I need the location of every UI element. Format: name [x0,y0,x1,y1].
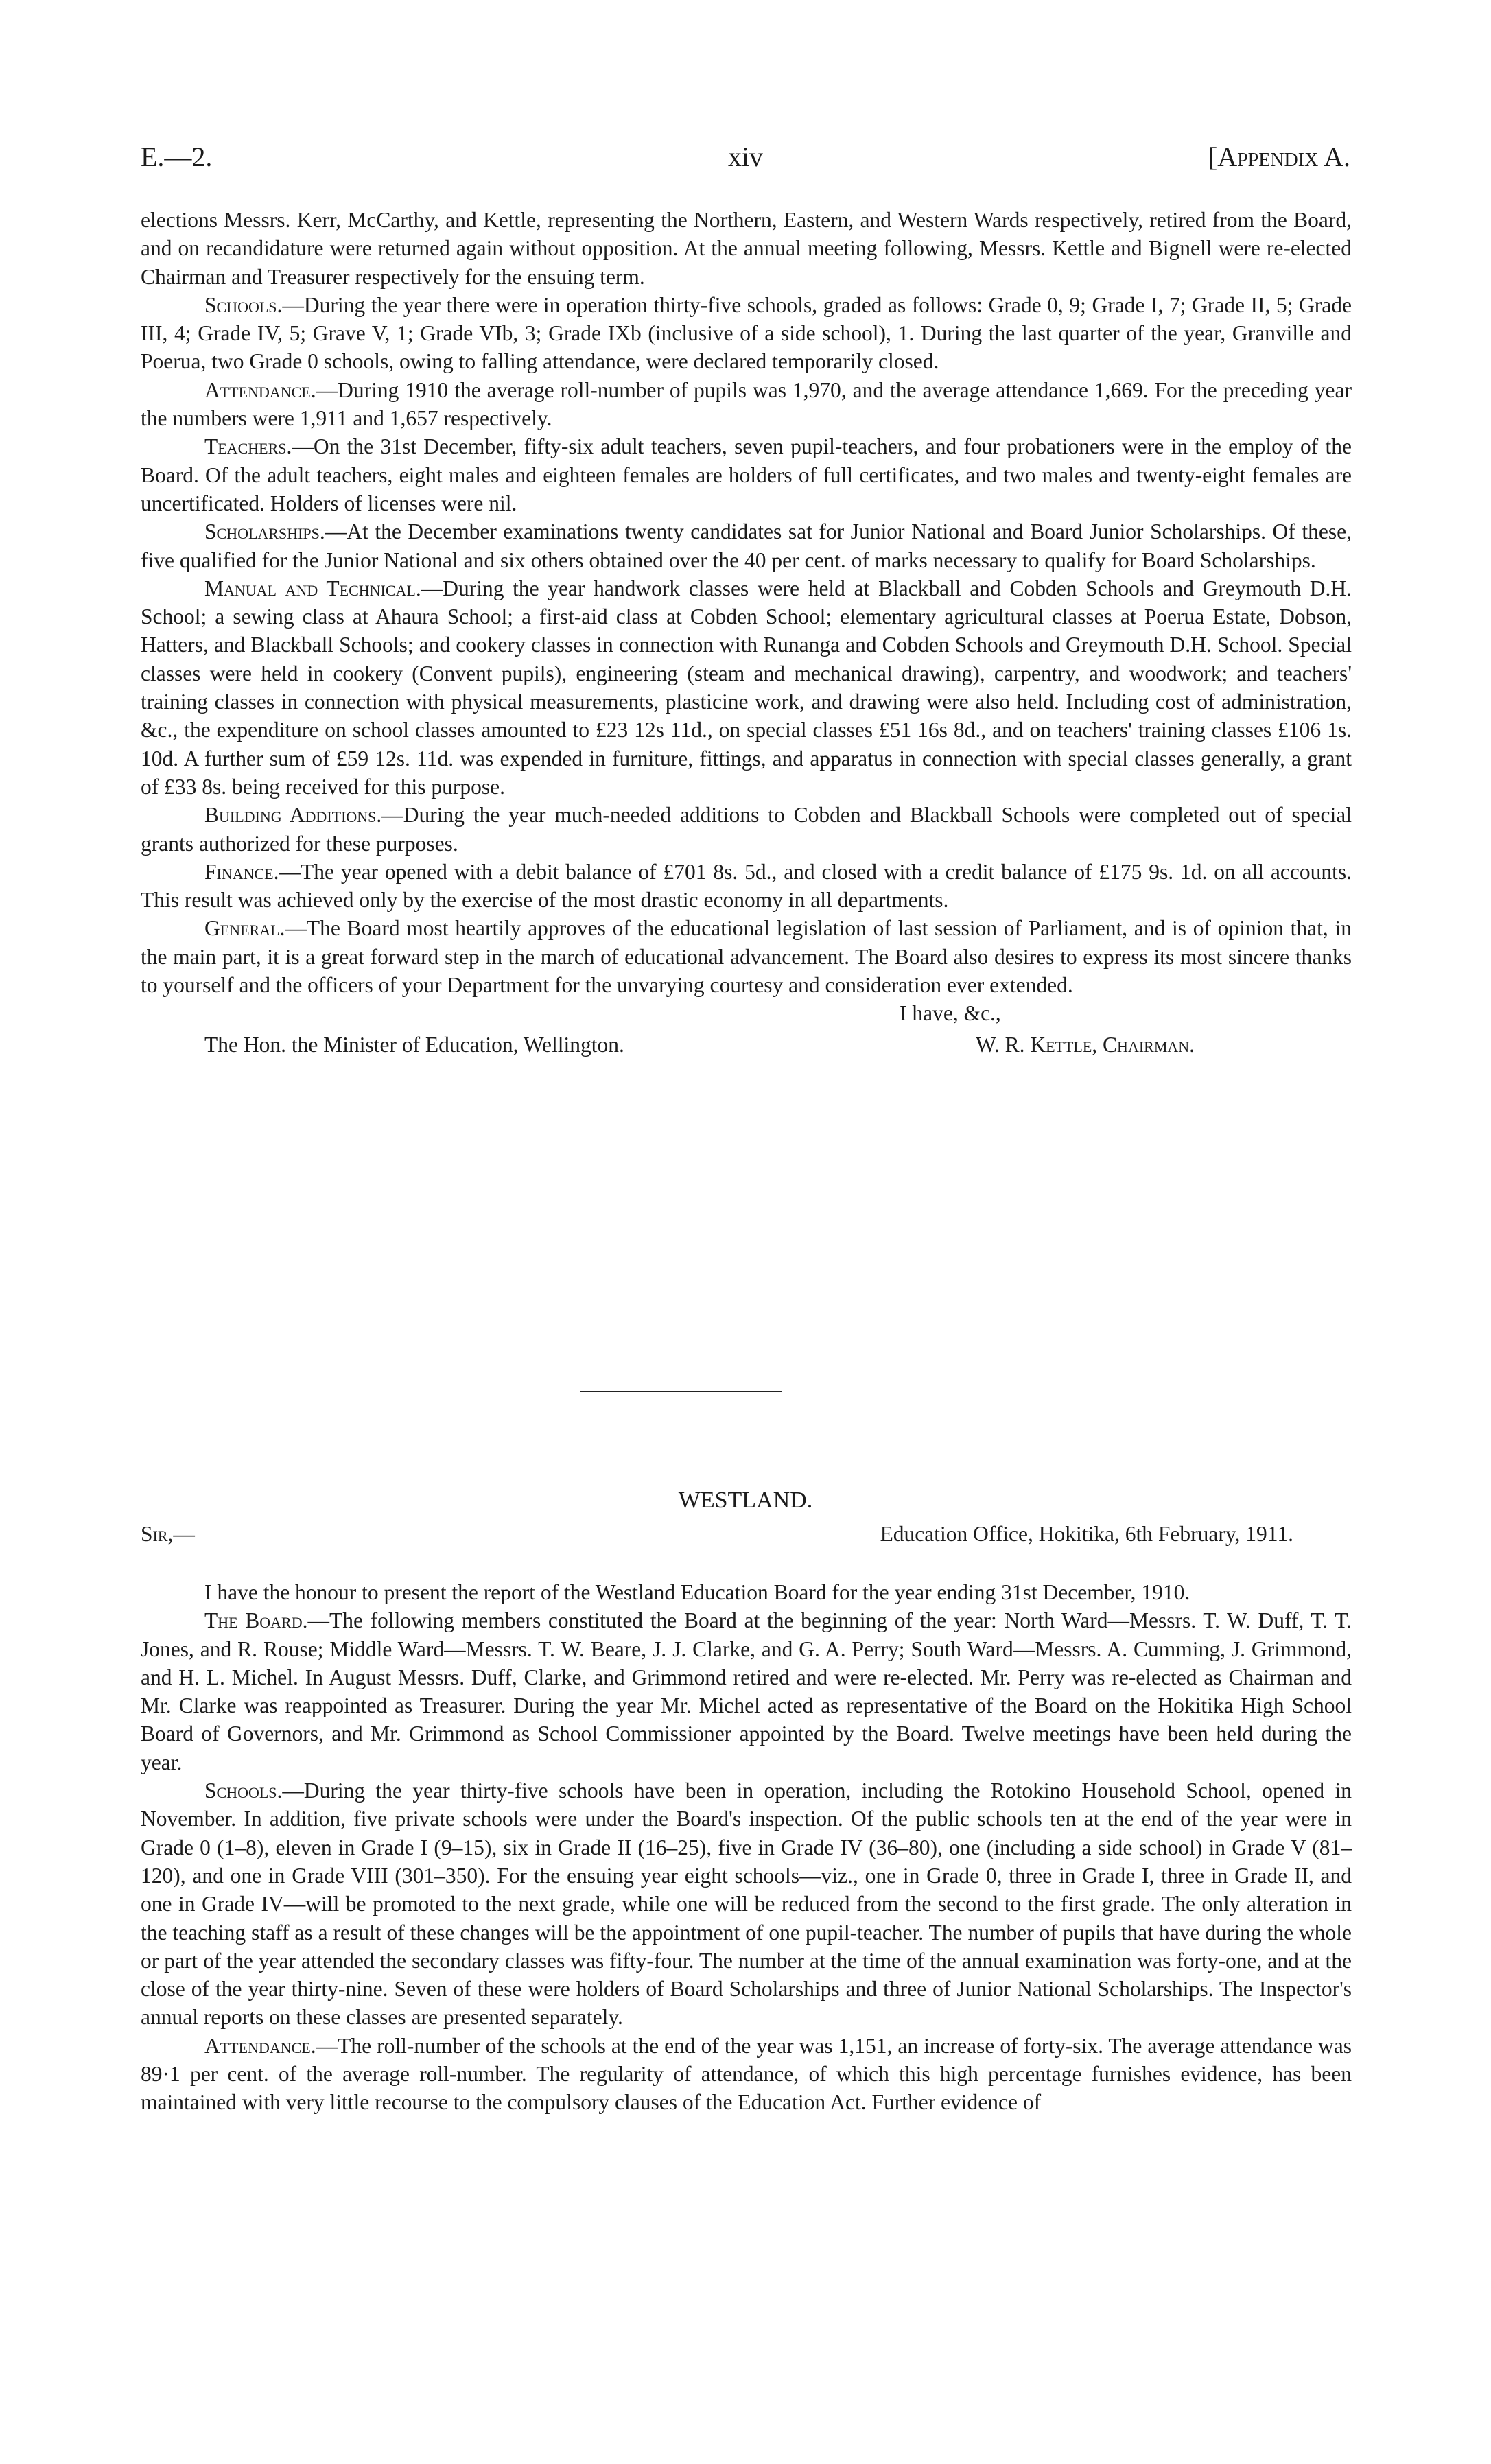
page-header [141,141,1350,182]
salutation: Sir,— [141,1522,195,1546]
section-title: WESTLAND. [678,1488,813,1513]
paragraph [141,1578,1352,1606]
westland-report-body [141,1578,1352,2117]
paragraph [141,2032,1352,2117]
paragraph-text: —The following members constituted the Board at the beginning of the year: North Ward—Messrs. T. W. Duff, T. T. Jones, and R. Rouse; Middle Ward—Messrs. T. W. Beare, J. J. Clarke, and G. A. Perry; South Ward—Messrs. A. Cumming, J. Grimmond, and H. L. Michel. In August Messrs. Duff, Clarke, and Grimmond retired and were re-elected. Mr. Perry was re-elected as Chairman and Mr. Clarke was reappointed as Treasurer. During the year Mr. Michel acted as representative of the Board on the Hokitika High School Board of Governors, and Mr. Grimmond as School Commissioner appointed by the Board. Twelve meetings have been held during the year. [141,1608,1352,1774]
paragraph-text: I have the honour to present the report of the Westland Education Board for the year ending 31st December, 1910. [204,1580,1190,1604]
paragraph-heading: Schools. [204,1779,283,1803]
paragraph-text: —The Board most heartily approves of the educational legislation of last session of Parliament, and is of opinion that, in the main part, it is a great forward step in the march of educational advancement. The Board also desires to express its most sincere thanks to yourself and the officers of your Department for the unvarying courtesy and consideration ever extended. [141,916,1352,998]
paragraph [141,574,1352,801]
date-address: Education Office, Hokitika, 6th February, 1911. [880,1522,1293,1546]
addressee: The Hon. the Minister of Education, Wellington. [204,1032,624,1057]
paragraph [141,432,1352,517]
paragraph-text: —On the 31st December, fifty-six adult teachers, seven pupil-teachers, and four probationers were in the employ of the Board. Of the adult teachers, eight males and eighteen females are holders of full certificates, and two males and twenty-eight females are uncertificated. Holders of licenses were nil. [141,434,1352,515]
header-page-number: xiv [727,141,764,172]
paragraph-heading: Attendance. [204,377,316,402]
paragraph-heading: Finance. [204,859,279,884]
paragraph [141,801,1352,858]
paragraph [141,376,1352,433]
header-appendix: [Appendix A. [1208,141,1350,172]
paragraph-text: —During the year much-needed additions to Cobden and Blackball Schools were completed out of special grants authorized for these purposes. [141,803,1352,856]
paragraph-text: elections Messrs. Kerr, McCarthy, and Kettle, representing the Northern, Eastern, and Western Wards respectively, retired from the Board, and on recandidature were returned again without opposition. At the annual meeting following, Messrs. Kettle and Bignell were re-elected Chairman and Treasurer respectively for the ensuing term. [141,208,1352,289]
paragraph-text: —The roll-number of the schools at the end of the year was 1,151, an increase of forty-six. The average attendance was 89·1 per cent. of the average roll-number. The regularity of attendance, of which this high percentage furnishes evidence, has been maintained with very little recourse to the compulsory clauses of the Education Act. Further evidence of [141,2033,1352,2115]
paragraph-heading: Building Additions. [204,803,382,828]
paragraph [141,206,1352,291]
closing-phrase: I have, &c., [900,1001,1001,1026]
grey-report-body [141,206,1352,1059]
header-series: E.—2. [141,141,213,172]
letter-closing [141,999,1352,1027]
paragraph-text: —During 1910 the average roll-number of pupils was 1,970, and the average attendance 1,669. For the preceding year the numbers were 1,911 and 1,657 respectively. [141,377,1352,431]
paragraph-text: —During the year there were in operation thirty-five schools, graded as follows: Grade 0, 9; Grade I, 7; Grade II, 5; Grade III, 4; Grade IV, 5; Grave V, 1; Grade VIb, 3; Grade IXb (inclusive of a side school), 1. During the last quarter of the year, Granville and Poerua, two Grade 0 schools, owing to falling attendance, were declared temporarily closed. [141,292,1352,374]
paragraph [141,517,1352,574]
paragraph-heading: Teachers. [204,434,292,459]
paragraph-heading: Scholarships. [204,519,325,544]
paragraph-heading: Manual and Technical. [204,576,421,600]
paragraph-heading: Attendance. [204,2033,316,2058]
paragraph [141,1606,1352,1776]
paragraph [141,291,1352,376]
paragraph-heading: General. [204,916,285,941]
signature-line [141,1031,1352,1059]
paragraph-text: —During the year thirty-five schools have been in operation, including the Rotokino Household School, opened in November. In addition, five private schools were under the Board's inspection. Of the public schools ten at the end of the year were in Grade 0 (1–8), eleven in Grade I (9–15), six in Grade II (16–25), five in Grade IV (36–80), one (including a side school) in Grade V (81–120), and one in Grade VIII (301–350). For the ensuing year eight schools—viz., one in Grade 0, three in Grade I, three in Grade II, and one in Grade IV—will be promoted to the next grade, while one will be reduced from the second to the first grade. The only alteration in the teaching staff as a result of these changes will be the appointment of one pupil-teacher. The number of pupils that have during the whole or part of the year attended the secondary classes was fifty-four. The number at the time of the annual examination was forty-one, and at the close of the year thirty-nine. Seven of these were holders of Board Scholarships and three of Junior National Scholarships. The Inspector's annual reports on these classes are presented separately. [141,1779,1352,2030]
paragraph [141,858,1352,915]
paragraph-text: —The year opened with a debit balance of £701 8s. 5d., and closed with a credit balance of £175 9s. 1d. on all accounts. This result was achieved only by the exercise of the most drastic economy in all departments. [141,859,1352,913]
paragraph-text: —At the December examinations twenty candidates sat for Junior National and Board Junior Scholarships. Of these, five qualified for the Junior National and six others obtained over the 40 per cent. of marks necessary to qualify for Board Scholarships. [141,519,1352,572]
section-divider [580,1391,782,1392]
paragraph-heading: The Board. [204,1608,308,1633]
paragraph [141,914,1352,999]
paragraph [141,1776,1352,2032]
letter-dateline [141,1522,1352,1552]
paragraph-text: —During the year handwork classes were held at Blackball and Cobden Schools and Greymouth D.H. School; a sewing class at Ahaura School; a first-aid class at Cobden School; elementary agricultural classes at Poerua Estate, Dobson, Hatters, and Blackball Schools; and cookery classes in connection with Runanga and Cobden Schools and Greymouth D.H. School. Special classes were held in cookery (Convent pupils), engineering (steam and mechanical drawing), carpentry, and woodwork; and teachers' training classes in connection with physical measurements, plasticine work, and drawing were also held. Including cost of administration, &c., the expenditure on school classes amounted to £23 12s 11d., on special classes £51 16s 8d., and on teachers' training classes £106 1s. 10d. A further sum of £59 12s. 11d. was expended in furniture, fittings, and apparatus in connection with special classes generally, a grant of £33 8s. being received for this purpose. [141,576,1352,799]
paragraph-heading: Schools. [204,292,283,317]
signatory: W. R. Kettle, Chairman. [976,1032,1195,1057]
